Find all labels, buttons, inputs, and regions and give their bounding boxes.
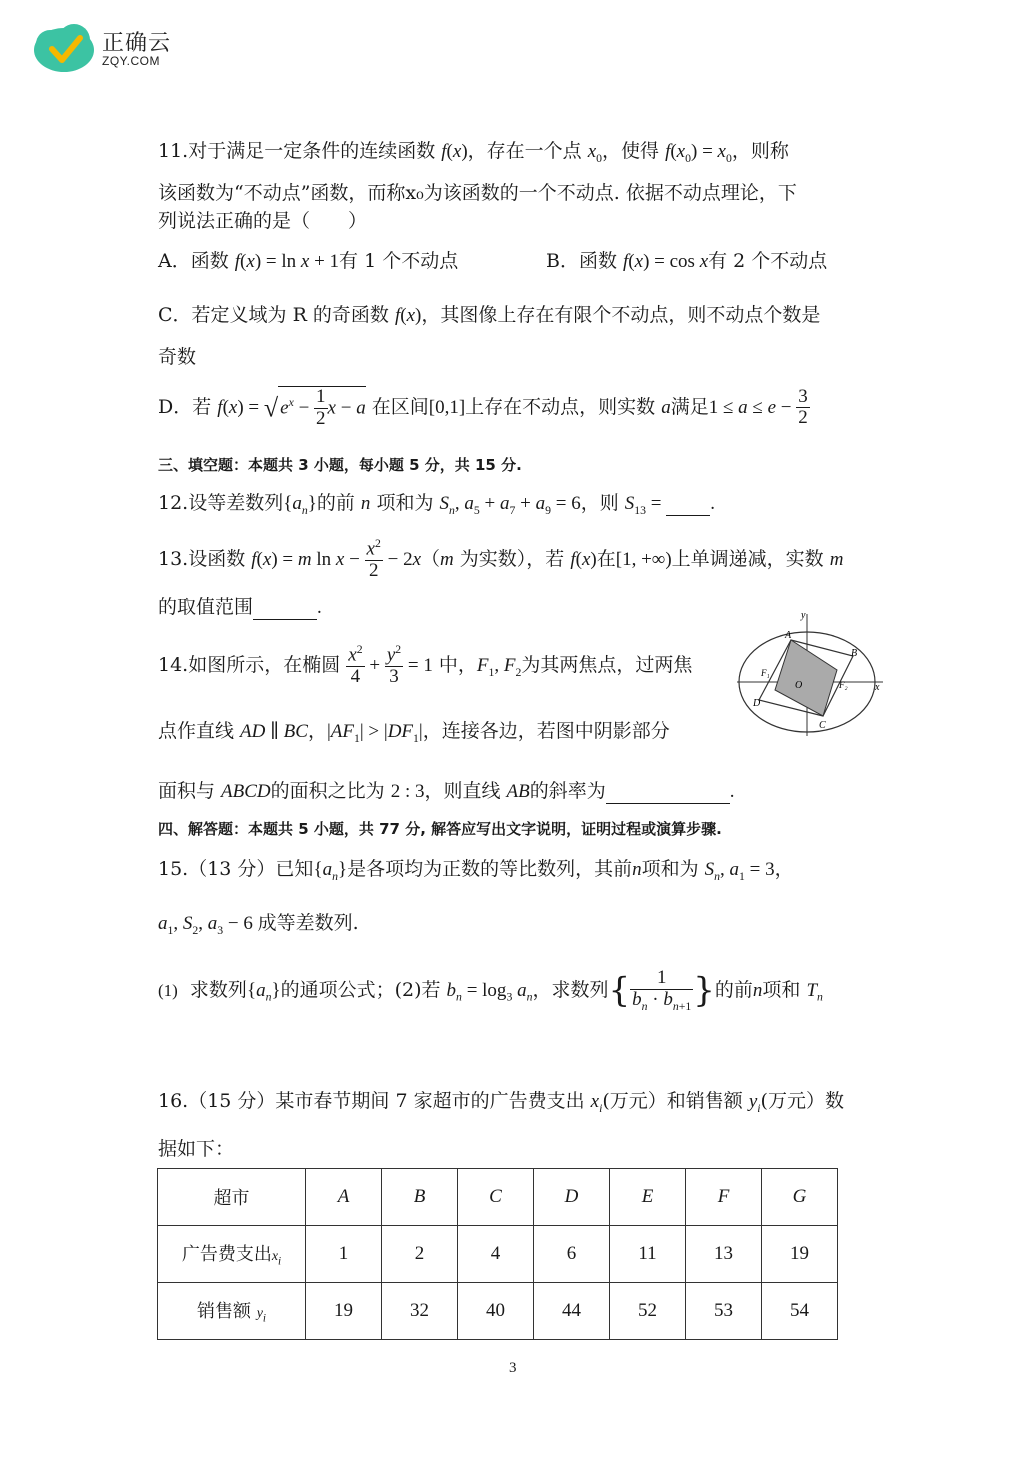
q15-line2: $a_1$, $S_2$, $a_3 - 6$ 成等差数列. [158,912,359,937]
table-cell: 53 [686,1283,762,1340]
q16-line2: 据如下： [158,1138,235,1160]
q11-line2: 该函数为“不动点”函数，而称x₀为该函数的一个不动点. 依据不动点理论，下 [158,182,797,204]
table-header-cell: D [534,1169,610,1226]
table-cell: 11 [610,1226,686,1283]
table-row-label: 广告费支出$x_i$ [158,1226,306,1283]
table-cell: 6 [534,1226,610,1283]
q11-option-a: A．函数 f(x) = ln x + 1有 1 个不动点 [158,250,459,272]
table-cell: 32 [382,1283,458,1340]
fig-label-b: B [851,648,858,659]
q15-line1: 15.（13 分）已知$\{a_n\}$是各项均为正数的等比数列，其前n项和为 $S_n$, $a_1 = 3$， [158,858,794,883]
table-cell: 40 [458,1283,534,1340]
table-header-cell: C [458,1169,534,1226]
q11-option-b: B．函数 f(x) = cos x有 2 个不动点 [546,250,828,272]
ellipse-figure [735,608,887,738]
table-cell: 2 [382,1226,458,1283]
q13-line2: 的取值范围 . [158,596,322,618]
fig-label-a: A [785,630,792,641]
table-header-cell: B [382,1169,458,1226]
q16-line1: 16.（15 分）某市春节期间 7 家超市的广告费支出 $x_i$(万元）和销售额 $y_i$(万元）数 [158,1090,844,1115]
fig-label-d: D [753,698,761,709]
table-header-cell: A [306,1169,382,1226]
table-row-label: 销售额 $y_i$ [158,1283,306,1340]
q12: 12.设等差数列$\{a_n\}$的前 n 项和为 $S_n$, $a_5 + a_7 + a_9 = 6$，则 $S_{13}$ = . [158,492,715,517]
table-cell: 19 [306,1283,382,1340]
table-header-cell: G [762,1169,838,1226]
table-header-cell: 超市 [158,1169,306,1226]
q11-option-c-line1: C．若定义域为 R 的奇函数 f(x)，其图像上存在有限个不动点，则不动点个数是 [158,304,821,326]
q11-option-d: D．若 f(x) = √ $e^x$ − $\frac{1}{2}$ x − a 在区间[0,1]上存在不动点，则实数 a满足1 ≤ a ≤ e − $\frac{3}{2}$ [158,385,808,429]
fig-label-f1: F₁ [761,668,770,678]
fig-label-o: O [795,680,803,691]
q11-line1: 11.对于满足一定条件的连续函数 f(x)，存在一个点 $x_0$，使得 $f(x_0) = x_0$，则称 [158,140,789,165]
q14-line3: 面积与 ABCD的面积之比为 2 : 3，则直线 AB的斜率为 . [158,780,735,802]
table-cell: 1 [306,1226,382,1283]
q13-line1: 13.设函数 f(x) = m ln x − $\frac{x^2}{2}$ − 2x（m 为实数），若 f(x)在[1, +∞)上单调递减，实数 m [158,537,844,582]
section4-heading: 四、解答题：本题共 5 小题，共 77 分, 解答应写出文字说明，证明过程或演算步骤. [158,820,722,838]
table-row [158,1226,838,1283]
q14-line1: 14.如图所示，在椭圆 $\frac{x^2}{4}$ + $\frac{y^2}{3}$ = 1 中，$F_1$, $F_2$为其两焦点，过两焦 [158,643,693,688]
table-header-cell: E [610,1169,686,1226]
fig-label-y: y [801,610,806,621]
table-header-cell: F [686,1169,762,1226]
table-cell: 54 [762,1283,838,1340]
table-cell: 4 [458,1226,534,1283]
table-cell: 19 [762,1226,838,1283]
table-cell: 44 [534,1283,610,1340]
fig-label-c: C [819,720,826,731]
q14-line2: 点作直线 AD ∥ BC，$|AF_1| > |DF_1|$，连接各边，若图中阴影部分 [158,720,670,745]
section3-heading: 三、填空题：本题共 3 小题，每小题 5 分，共 15 分. [158,456,522,474]
fig-label-f2: F₂ [839,680,848,690]
q11-line3: 列说法正确的是（ ） [158,210,368,232]
q11-option-c-line2: 奇数 [158,346,197,368]
q16-data-table [157,1168,838,1340]
page-number: 3 [509,1360,517,1376]
table-cell: 52 [610,1283,686,1340]
table-header-row [158,1169,838,1226]
fig-label-x: x [875,682,880,693]
table-row [158,1283,838,1340]
brand-domain: ZQY.COM [102,54,160,68]
q15-parts: (1) 求数列$\{a_n\}$的通项公式；(2)若 $b_n = \log_3 a_n$，求数列{ $\frac{1}{b_n \cdot b_{n+1}}$ }的前n项和 $T_n$ [158,967,823,1013]
table-cell: 13 [686,1226,762,1283]
brand-name: 正确云 [102,31,172,56]
